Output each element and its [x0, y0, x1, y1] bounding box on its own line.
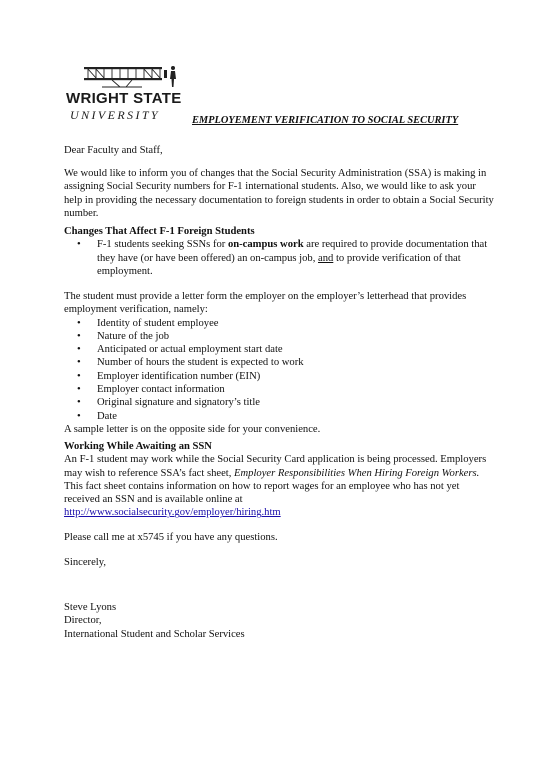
awaiting-ssn-paragraph: An F-1 student may work while the Social Security Card application is being processed. Employers may wish to reference SSA’s fact sheet, Employer Responsibilities When Hiring Foreign Workers. This fact sheet contains information on how to report wages for an employee who has not yet received an SSN and is available online at [64, 454, 487, 506]
list-item: • Employer contact information [77, 384, 225, 396]
bullet-icon: • [77, 357, 81, 369]
list-item: • Date [77, 410, 117, 422]
section-heading-awaiting-ssn: Working While Awaiting an SSN [64, 441, 212, 452]
letter-requirements-intro: The student must provide a letter form the employer on the employer’s letterhead that provides employment verification, namely: [64, 291, 467, 316]
bullet-icon: • [77, 239, 81, 251]
list-item: • Number of hours the student is expected to work [77, 357, 304, 369]
wright-state-logo [64, 60, 184, 122]
logo-wright-state: WRIGHT STATE [66, 90, 182, 107]
bullet-icon: • [77, 317, 81, 329]
list-item: • F-1 students seeking SSNs for on-campus work are required to provide documentation that they have (or have been offered) an on-campus job, and to provide verification of that employment. [77, 239, 488, 277]
list-item: • Identity of student employee [77, 317, 219, 329]
document-heading: EMPLOYEMENT VERIFICATION TO SOCIAL SECURITY [192, 115, 459, 126]
signature-office: International Student and Scholar Services [64, 628, 245, 640]
bullet-icon: • [77, 410, 81, 422]
list-item: • Nature of the job [77, 330, 170, 342]
ssa-hiring-link[interactable]: http://www.socialsecurity.gov/employer/hiring.htm [64, 507, 281, 519]
list-item: • Anticipated or actual employment start date [77, 344, 283, 356]
logo-university: UNIVERSITY [70, 108, 160, 122]
changes-list [64, 238, 494, 278]
bullet-icon: • [77, 384, 81, 396]
bullet-icon: • [77, 344, 81, 356]
letter-requirements-list [64, 317, 494, 423]
salutation: Dear Faculty and Staff, [64, 145, 163, 156]
signature-title: Director, [64, 615, 102, 627]
bullet-icon: • [77, 370, 81, 382]
signature-name: Steve Lyons [64, 602, 117, 613]
list-item: • Employer identification number (EIN) [77, 370, 261, 382]
wright-flyer-icon [82, 63, 178, 91]
sample-letter-note: A sample letter is on the opposite side for your convenience. [64, 423, 321, 435]
closing: Sincerely, [64, 557, 106, 568]
section-heading-changes: Changes That Affect F-1 Foreign Students [64, 226, 255, 237]
bullet-icon: • [77, 330, 81, 342]
bullet-icon: • [77, 397, 81, 409]
intro-paragraph: We would like to inform you of changes that the Social Security Administration (SSA) is making in assigning Social Security numbers for F-1 international students. Also, we would like to ask your help in providing the necessary documentation to foreign students in order to obtain a Social Security number. [64, 168, 494, 219]
contact-line: Please call me at x5745 if you have any questions. [64, 532, 278, 543]
list-item: • Original signature and signatory’s title [77, 397, 260, 409]
